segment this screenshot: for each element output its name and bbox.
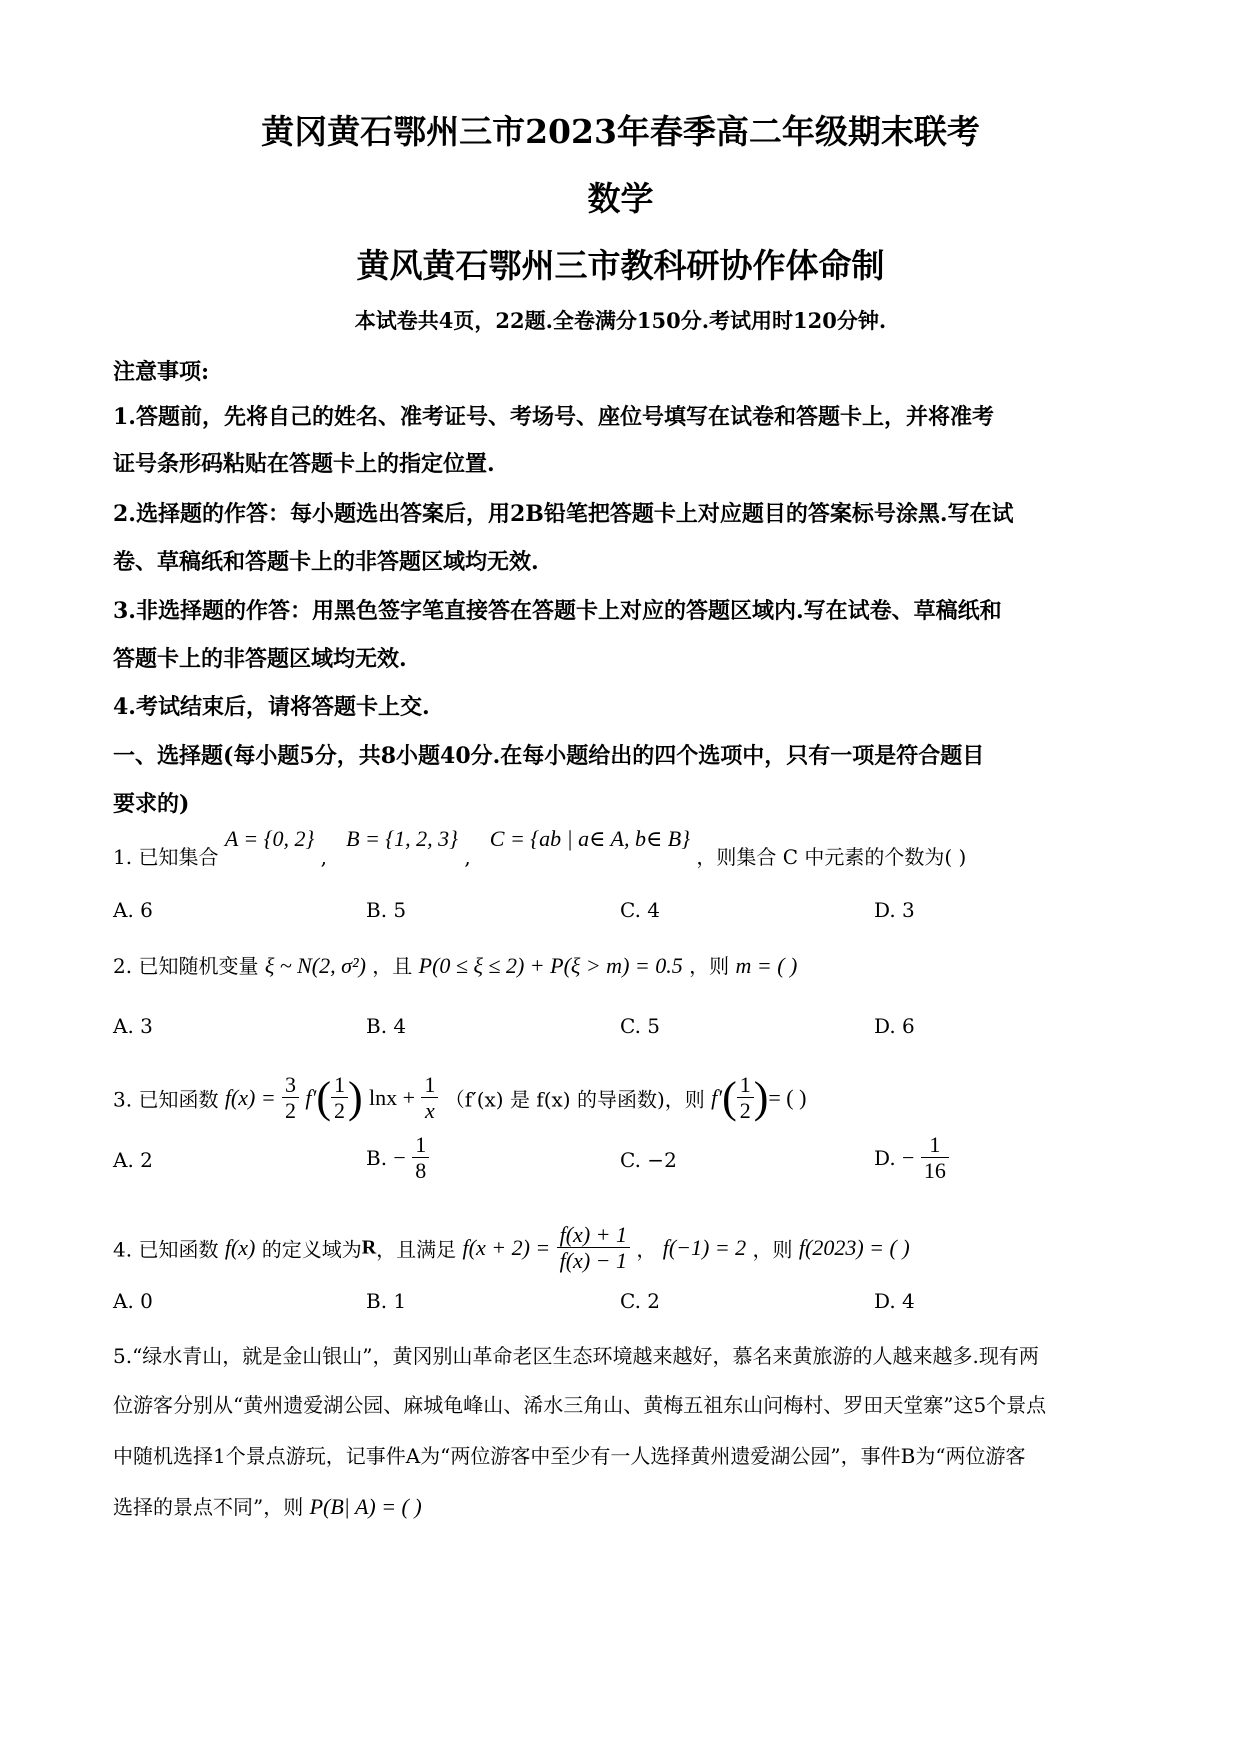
question-1: 1. 已知集合 A = {0, 2} , B = {1, 2, 3} , C = {ab | a∈ A, b∈ B} ，则集合 C 中元素的个数为( )	[113, 826, 967, 869]
notice-item-3-line-2: 答题卡上的非答题区域均无效.	[113, 646, 407, 672]
q1-option-b: B. 5	[366, 898, 407, 922]
q4-lhs: f(x + 2) =	[462, 1234, 551, 1260]
q4-fraction-num: f(x) + 1	[557, 1222, 630, 1248]
q2-ask: m = ( )	[735, 953, 798, 978]
q4-mid1: 的定义域为	[261, 1237, 362, 1262]
q4-fx: f(x)	[224, 1234, 256, 1260]
q3-lnx: lnx +	[369, 1084, 416, 1110]
q2-condition: P(0 ≤ ξ ≤ 2) + P(ξ > m) = 0.5	[418, 953, 683, 978]
notice-item-1-line-1: 1.答题前，先将自己的姓名、准考证号、考场号、座位号填写在试卷和答题卡上，并将准考	[113, 404, 994, 430]
q3-ask-num: 1	[737, 1072, 754, 1098]
q4-option-a: A. 0	[113, 1289, 153, 1313]
notice-item-3-line-1: 3.非选择题的作答：用黑色签字笔直接答在答题卡上对应的答题区域内.写在试卷、草稿纸和	[113, 598, 1002, 624]
q4-option-d: D. 4	[874, 1289, 915, 1313]
q3-ask-fraction	[737, 1072, 754, 1124]
q2-option-d: D. 6	[874, 1014, 915, 1038]
question-3: 3. 已知函数 f(x) = $\frac{3}{2}$ f′( $\frac{1}{2}$ ) lnx + $\frac{1}{x}$ （f′(x) 是 f(x) 的导函数)，则 f′( $\frac{1}{2}$ )= ( )	[113, 1072, 807, 1124]
q3-half-den: 2	[334, 1098, 345, 1124]
notice-item-4: 4.考试结束后，请将答题卡上交.	[113, 694, 430, 720]
q2-distribution: ξ ~ N(2, σ²)	[264, 953, 366, 978]
q3-inv-den: x	[425, 1098, 435, 1124]
question-5-line-4	[113, 1491, 422, 1520]
section-1-heading-line-1: 一、选择题(每小题5分，共8小题40分.在每小题给出的四个选项中，只有一项是符合题目	[113, 743, 985, 769]
q3-option-d-minus: −	[902, 1144, 915, 1170]
q3-coef-fraction	[282, 1072, 299, 1124]
q2-option-b: B. 4	[366, 1014, 407, 1038]
q4-mid4: ，则	[752, 1237, 793, 1262]
q3-ask-end: = ( )	[768, 1084, 807, 1110]
q1-prefix: 1. 已知集合	[113, 845, 219, 869]
q1-set-b: B = {1, 2, 3}	[346, 826, 458, 851]
q1-option-d: D. 3	[874, 898, 915, 922]
q3-option-b-num: 1	[412, 1132, 429, 1158]
q3-half-num: 1	[331, 1072, 348, 1098]
q3-option-d-fraction	[921, 1132, 949, 1184]
notice-item-1-line-2: 证号条形码粘贴在答题卡上的指定位置.	[113, 451, 495, 477]
q5-line4-prefix: 选择的景点不同”，则	[113, 1495, 304, 1519]
question-5-line-1: 5.“绿水青山，就是金山银山”，黄冈别山革命老区生态环境越来越好，慕名来黄旅游的人越来越多.现有两	[113, 1344, 1039, 1368]
q2-option-c: C. 5	[620, 1014, 661, 1038]
q3-ask-den: 2	[739, 1098, 751, 1124]
q1-option-c: C. 4	[620, 898, 661, 922]
q3-half-fraction	[331, 1072, 348, 1124]
q4-mid3: ，	[636, 1237, 657, 1262]
q3-option-b-minus: −	[393, 1144, 406, 1170]
question-2	[113, 950, 797, 979]
question-5-line-2: 位游客分别从“黄州遗爱湖公园、麻城龟峰山、浠水三角山、黄梅五祖东山问梅村、罗田天堂寨”这5个景点	[113, 1393, 1047, 1417]
q4-condition: f(−1) = 2	[662, 1234, 747, 1260]
subject-title: 数学	[587, 179, 654, 218]
notice-item-2-line-2: 卷、草稿纸和答题卡上的非答题区域均无效.	[113, 549, 539, 575]
q3-option-d-label: D.	[874, 1145, 896, 1170]
q3-prefix: 3. 已知函数	[113, 1087, 219, 1112]
q1-option-a: A. 6	[113, 898, 153, 922]
notice-heading: 注意事项:	[113, 359, 210, 385]
q2-suffix: ，则	[689, 954, 730, 978]
q4-fraction-den: f(x) − 1	[559, 1248, 627, 1274]
q3-option-b	[366, 1132, 429, 1184]
q5-ask: P(B| A) = ( )	[309, 1494, 422, 1519]
q2-option-a: A. 3	[113, 1014, 153, 1038]
q3-inv-num: 1	[421, 1072, 438, 1098]
exam-info: 本试卷共4页，22题.全卷满分150分.考试用时120分钟.	[354, 308, 887, 333]
section-1-heading-line-2: 要求的)	[113, 791, 190, 817]
q3-coef-den: 2	[285, 1098, 297, 1124]
q3-coef-num: 3	[282, 1072, 299, 1098]
q1-set-c: C = {ab | a∈ A, b∈ B}	[489, 826, 690, 851]
q4-option-b: B. 1	[366, 1289, 407, 1313]
q4-mid2: ，且满足	[376, 1237, 457, 1262]
exam-title: 黄冈黄石鄂州三市2023年春季高二年级期末联考	[261, 112, 980, 151]
q1-suffix: ，则集合 C 中元素的个数为( )	[696, 845, 967, 869]
q3-option-a: A. 2	[113, 1148, 153, 1172]
q2-mid: ，且	[372, 954, 413, 978]
q3-note: （f′(x) 是 f(x) 的导函数)，则	[444, 1087, 705, 1112]
q3-option-b-fraction	[412, 1132, 429, 1184]
q3-option-d	[874, 1132, 949, 1184]
q2-prefix: 2. 已知随机变量	[113, 954, 259, 978]
q4-fraction	[557, 1222, 630, 1274]
q4-ask: f(2023) = ( )	[798, 1234, 910, 1260]
q3-func-lhs: f(x) =	[224, 1084, 276, 1110]
q3-option-c: C. −2	[620, 1148, 677, 1172]
q4-option-c: C. 2	[620, 1289, 661, 1313]
q3-option-b-den: 8	[415, 1158, 427, 1184]
q4-prefix: 4. 已知函数	[113, 1237, 219, 1262]
question-4	[113, 1222, 910, 1274]
author-line: 黄风黄石鄂州三市教科研协作体命制	[356, 246, 885, 285]
q1-set-a: A = {0, 2}	[224, 826, 315, 851]
q3-option-d-num: 1	[921, 1132, 949, 1158]
q3-option-d-den: 16	[923, 1158, 946, 1184]
question-5-line-3: 中随机选择1个景点游玩，记事件A为“两位游客中至少有一人选择黄州遗爱湖公园”，事件B为“两位游客	[113, 1444, 1026, 1468]
notice-item-2-line-1: 2.选择题的作答：每小题选出答案后，用2B铅笔把答题卡上对应题目的答案标号涂黑.写在试	[113, 501, 1014, 527]
q3-option-b-label: B.	[366, 1145, 388, 1170]
q4-real-set: R	[361, 1236, 377, 1259]
q3-ask-prime: f′	[711, 1084, 723, 1110]
q3-inv-fraction	[421, 1072, 438, 1124]
q3-fprime: f′	[305, 1084, 317, 1110]
